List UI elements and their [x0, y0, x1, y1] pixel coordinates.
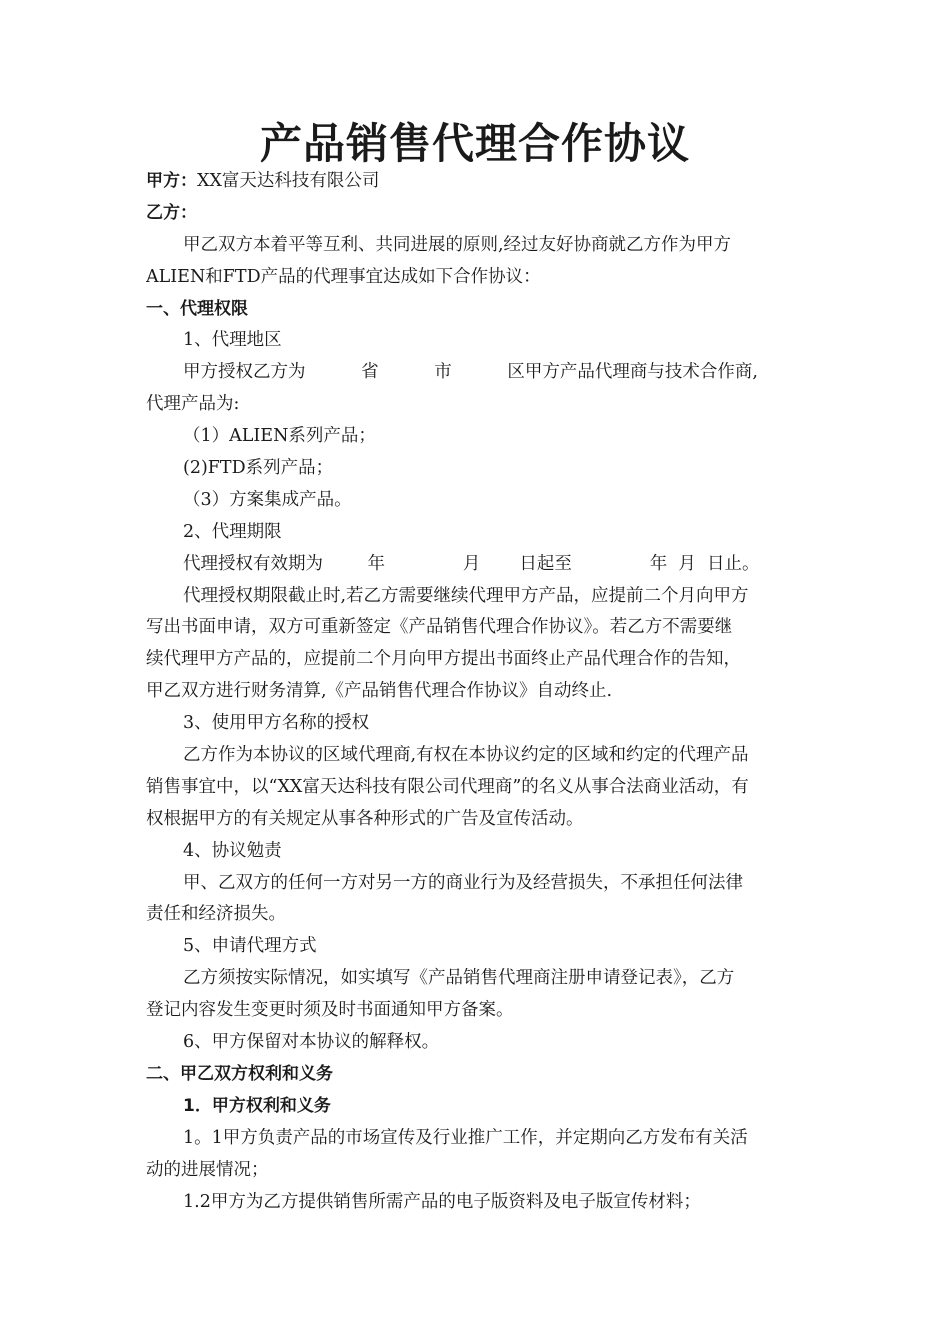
paragraph-line: 写出书面申请，双方可重新签定《产品销售代理合作协议》。若乙方不需要继	[146, 617, 733, 638]
paragraph-line: 乙方须按实际情况，如实填写《产品销售代理商注册申请登记表》，乙方	[183, 968, 735, 989]
document-title: 产品销售代理合作协议	[259, 119, 690, 168]
paragraph-line: 责任和经济损失。	[146, 904, 286, 925]
item-title: 4、协议勉责	[183, 840, 282, 861]
product-item: （1）ALIEN系列产品；	[183, 426, 376, 447]
item-title: 3、使用甲方名称的授权	[183, 713, 370, 734]
document-body	[146, 166, 810, 1218]
party-a-value: XX富天达科技有限公司	[197, 171, 380, 191]
party-b-line	[146, 198, 810, 230]
section-heading: 一、代理权限	[146, 298, 248, 319]
intro-line: ALIEN和FTD产品的代理事宜达成如下合作协议：	[146, 266, 541, 287]
paragraph-line: 1。1甲方负责产品的市场宣传及行业推广工作，并定期向乙方发布有关活	[183, 1127, 748, 1148]
paragraph-line: 1.2甲方为乙方提供销售所需产品的电子版资料及电子版宣传材料；	[183, 1191, 701, 1212]
product-item: (2)FTD系列产品；	[183, 458, 334, 479]
item-title: 1、代理地区	[183, 330, 282, 351]
paragraph-line: 续代理甲方产品的，应提前二个月向甲方提出书面终止产品代理合作的告知，	[146, 649, 741, 670]
paragraph-line: 甲、乙双方的任何一方对另一方的商业行为及经营损失，不承担任何法律	[183, 872, 743, 893]
party-b-label: 乙方：	[146, 202, 197, 223]
paragraph-line: 乙方作为本协议的区域代理商,有权在本协议约定的区域和约定的代理产品	[183, 745, 749, 766]
paragraph-line: 代理授权期限截止时,若乙方需要继续代理甲方产品，应提前二个月向甲方	[183, 585, 749, 606]
paragraph-line: 登记内容发生变更时须及时书面通知甲方备案。	[146, 1000, 514, 1021]
paragraph-line: 权根据甲方的有关规定从事各种形式的广告及宣传活动。	[146, 808, 584, 829]
item-title: 6、甲方保留对本协议的解释权。	[183, 1032, 440, 1053]
intro-line: 甲乙双方本着平等互利、共同进展的原则,经过友好协商就乙方作为甲方	[183, 234, 732, 255]
paragraph-line: 销售事宜中，以“XX富天达科技有限公司代理商”的名义从事合法商业活动，有	[146, 776, 749, 797]
item-title: 2、代理期限	[183, 521, 282, 542]
product-item: （3）方案集成产品。	[183, 489, 352, 510]
party-a-label: 甲方：	[146, 171, 197, 191]
paragraph-line: 代理授权有效期为 年 月 日起至 年 月 日止。	[183, 553, 760, 574]
subsection-heading: 1．甲方权利和义务	[183, 1095, 331, 1116]
item-title: 5、申请代理方式	[183, 936, 317, 957]
party-a-line	[146, 166, 810, 198]
paragraph-line: 甲乙双方进行财务清算,《产品销售代理合作协议》自动终止.	[146, 681, 613, 702]
paragraph-line: 甲方授权乙方为 省 市 区甲方产品代理商与技术合作商,	[183, 362, 758, 383]
paragraph-line: 动的进展情况；	[146, 1159, 269, 1180]
section-heading: 二、甲乙双方权利和义务	[146, 1063, 333, 1084]
paragraph-line: 代理产品为:	[146, 394, 240, 415]
